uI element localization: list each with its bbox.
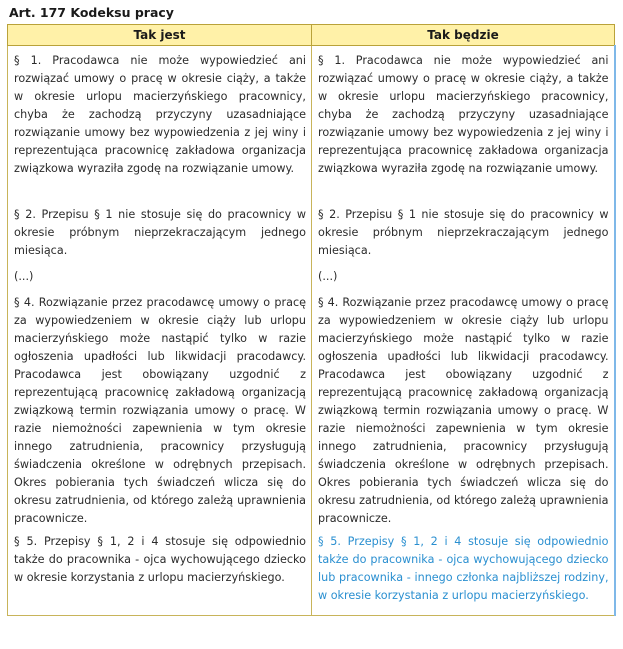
future-law-cell <box>312 46 615 616</box>
header-current: Tak jest <box>8 25 312 46</box>
future-paragraph-1: § 1. Pracodawca nie może wypowiedzieć ani rozwiązać umowy o pracę w okresie ciąży, a także w okresie urlopu macierzyńskiego pracownicy, chyba że zachodzą przyczyny uzasadniające rozwiązanie umowy bez wypowiedzenia z jej winy i reprezentująca pracownicę zakładowa organizacja związkowa wyraziła zgodę na rozwiązanie umowy. <box>318 54 609 175</box>
current-paragraph-5: § 5. Przepisy § 1, 2 i 4 stosuje się odpowiednio także do pracownika - ojca wychowującego dziecko w okresie korzystania z urlopu macierzyńskiego. <box>14 535 306 584</box>
header-future: Tak będzie <box>312 25 615 46</box>
future-paragraph-5-changed: § 5. Przepisy § 1, 2 i 4 stosuje się odpowiednio także do pracownika - ojca wychowującego dziecko lub pracownika - innego członka najbliższej rodziny, w okresie korzystania z urlopu macierzyńskiego. <box>318 535 609 602</box>
current-paragraph-4: § 4. Rozwiązanie przez pracodawcę umowy o pracę za wypowiedzeniem w okresie ciąży lub urlopu macierzyńskiego może nastąpić tylko w razie ogłoszenia upadłości lub likwidacji pracodawcy. Pracodawca jest obowiązany uzgodnić z reprezentującą pracownicę zakładową organizacją związkową termin rozwiązania umowy o pracę. W razie niemożności zapewnienia w tym okresie innego zatrudnienia, pracownicy przysługują świadczenia określone w odrębnych przepisach. Okres pobierania tych świadczeń wlicza się do okresu zatrudnienia, od którego zależą uprawnienia pracownicze. <box>14 296 306 525</box>
current-paragraph-1: § 1. Pracodawca nie może wypowiedzieć ani rozwiązać umowy o pracę w okresie ciąży, a także w okresie urlopu macierzyńskiego pracownicy, chyba że zachodzą przyczyny uzasadniające rozwiązanie umowy bez wypowiedzenia z jej winy i reprezentująca pracownicę zakładowa organizacja związkowa wyraziła zgodę na rozwiązanie umowy. <box>14 54 306 175</box>
future-paragraph-4: § 4. Rozwiązanie przez pracodawcę umowy o pracę za wypowiedzeniem w okresie ciąży lub urlopu macierzyńskiego może nastąpić tylko w razie ogłoszenia upadłości lub likwidacji pracodawcy. Pracodawca jest obowiązany uzgodnić z reprezentującą pracownicę zakładową organizacją związkową termin rozwiązania umowy o pracę. W razie niemożności zapewnienia w tym okresie innego zatrudnienia, pracownicy przysługują świadczenia określone w odrębnych przepisach. Okres pobierania tych świadczeń wlicza się do okresu zatrudnienia, od którego zależą uprawnienia pracownicze. <box>318 296 609 525</box>
current-paragraph-2: § 2. Przepisu § 1 nie stosuje się do pracownicy w okresie próbnym nieprzekraczającym jednego miesiąca. <box>14 208 306 257</box>
article-title: Art. 177 Kodeksu pracy <box>9 5 174 20</box>
table-row <box>8 46 615 616</box>
current-law-cell <box>8 46 312 616</box>
table-header-row <box>8 25 615 46</box>
future-ellipsis: (...) <box>318 270 338 283</box>
comparison-table <box>7 24 616 616</box>
future-paragraph-2: § 2. Przepisu § 1 nie stosuje się do pracownicy w okresie próbnym nieprzekraczającym jednego miesiąca. <box>318 208 609 257</box>
current-ellipsis: (...) <box>14 270 34 283</box>
